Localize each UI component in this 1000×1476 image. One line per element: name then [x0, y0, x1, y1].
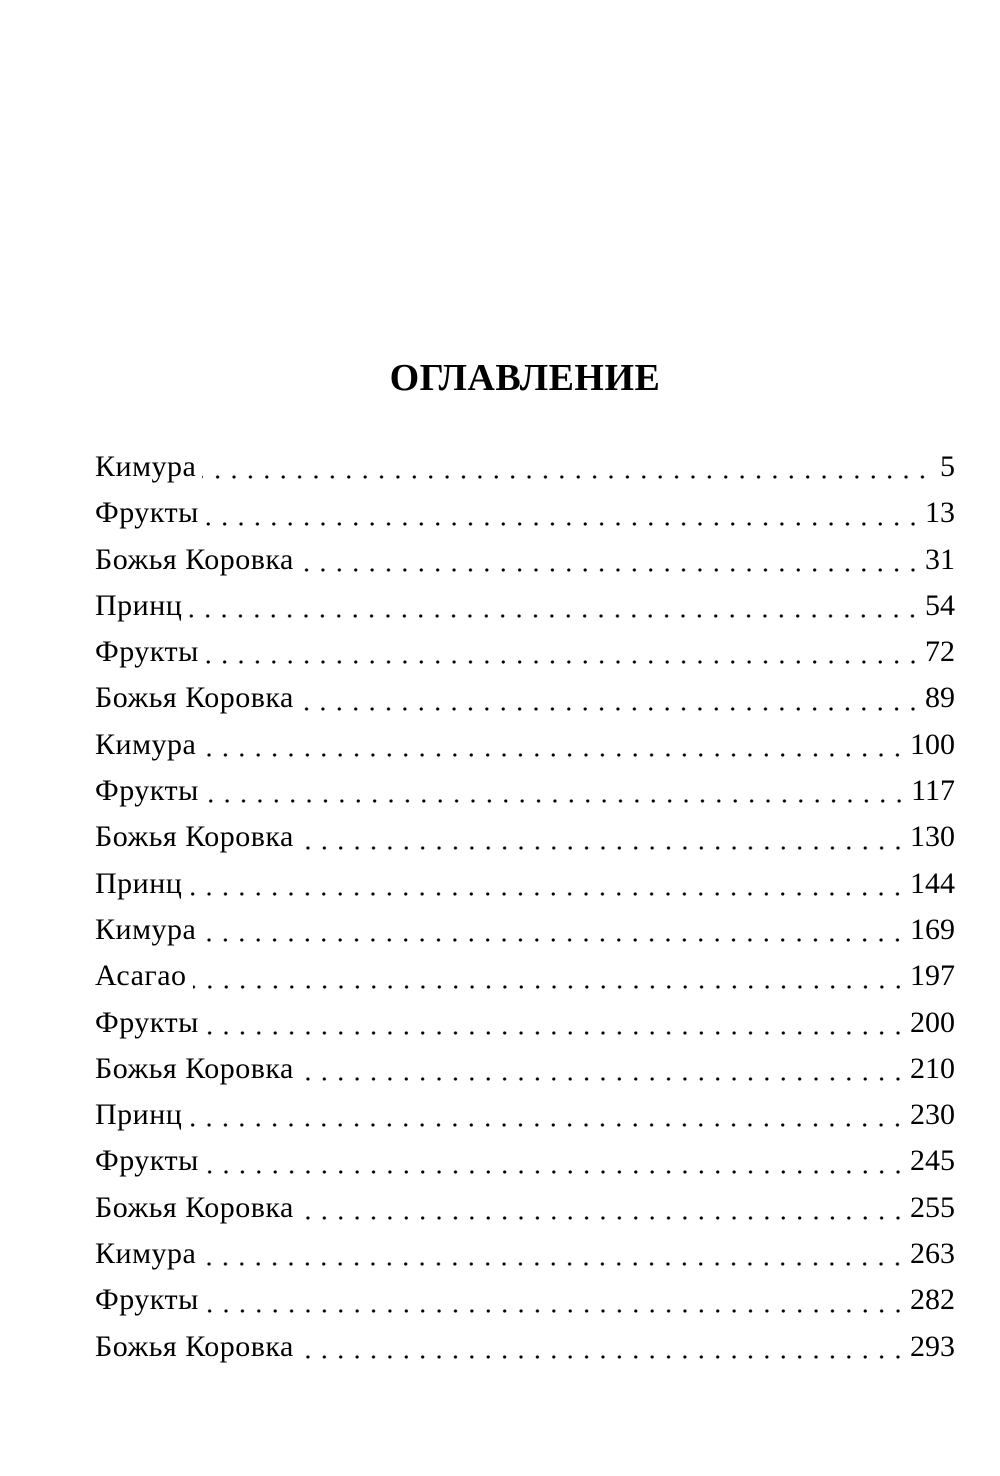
- toc-entry-page: 282: [910, 1283, 955, 1317]
- toc-entry-page: 130: [910, 820, 955, 854]
- dot-leader: [202, 913, 906, 943]
- toc-entry: [95, 1324, 955, 1370]
- toc-entry-title: Божья Коровка: [95, 542, 294, 576]
- toc-entry-title: Принц: [95, 588, 183, 622]
- toc-entry-title: Принц: [95, 866, 183, 900]
- dot-leader: [300, 821, 906, 851]
- toc-entry: [95, 1277, 955, 1323]
- dot-leader: [202, 1237, 906, 1267]
- toc-entry: [95, 1092, 955, 1138]
- toc-entry-title: Кимура: [95, 1237, 197, 1271]
- toc-entry-page: 210: [910, 1051, 955, 1085]
- toc-entry-page: 263: [910, 1237, 955, 1271]
- dot-leader: [202, 728, 906, 758]
- dot-leader: [188, 867, 906, 897]
- dot-leader: [300, 682, 921, 712]
- dot-leader: [188, 1098, 906, 1128]
- toc-entry-title: Божья Коровка: [95, 1051, 294, 1085]
- toc-entry: [95, 768, 955, 814]
- toc-entry: [95, 1185, 955, 1231]
- toc-entry-title: Асагао: [95, 959, 187, 993]
- page-title: ОГЛАВЛЕНИЕ: [389, 357, 661, 399]
- toc-entry: [95, 1231, 955, 1277]
- dot-leader: [205, 774, 907, 804]
- toc-entry-page: 230: [910, 1098, 955, 1132]
- dot-leader: [300, 1052, 906, 1082]
- toc-entry: [95, 675, 955, 721]
- toc-entry-title: Кимура: [95, 727, 197, 761]
- toc-entry-title: Кимура: [95, 450, 197, 483]
- dot-leader: [202, 450, 931, 480]
- toc-entry: [95, 722, 955, 768]
- toc-entry-title: Фрукты: [95, 1283, 199, 1317]
- toc-entry-page: 169: [910, 912, 955, 946]
- toc-entry-page: 5: [940, 450, 955, 483]
- toc-entry: [95, 490, 955, 536]
- toc-entry-page: 200: [910, 1005, 955, 1039]
- dot-leader: [205, 497, 921, 527]
- toc-entry: [95, 1138, 955, 1184]
- toc-entry-page: 13: [925, 496, 955, 530]
- dot-leader: [205, 1284, 906, 1314]
- toc-entry-page: 54: [925, 588, 955, 622]
- dot-leader: [300, 1191, 906, 1221]
- dot-leader: [193, 960, 906, 990]
- toc-entry-title: Фрукты: [95, 1005, 199, 1039]
- dot-leader: [205, 1006, 906, 1036]
- toc-entry-title: Божья Коровка: [95, 1329, 294, 1363]
- toc-entry: [95, 629, 955, 675]
- toc-entry-page: 293: [910, 1329, 955, 1363]
- toc-entry-title: Фрукты: [95, 774, 199, 808]
- toc-entry: [95, 583, 955, 629]
- table-of-contents: [95, 444, 955, 1370]
- toc-entry-title: Божья Коровка: [95, 1190, 294, 1224]
- toc-entry: [95, 814, 955, 860]
- toc-entry-page: 255: [910, 1190, 955, 1224]
- toc-entry: [95, 1000, 955, 1046]
- toc-entry-page: 117: [911, 774, 955, 808]
- toc-entry-page: 144: [910, 866, 955, 900]
- toc-entry-title: Фрукты: [95, 635, 199, 669]
- toc-entry-page: 100: [910, 727, 955, 761]
- dot-leader: [205, 1145, 906, 1175]
- toc-entry: [95, 907, 955, 953]
- dot-leader: [300, 1330, 906, 1360]
- toc-entry-page: 89: [925, 681, 955, 715]
- toc-entry-page: 72: [925, 635, 955, 669]
- toc-entry-page: 245: [910, 1144, 955, 1178]
- toc-entry-title: Божья Коровка: [95, 681, 294, 715]
- toc-entry-title: Кимура: [95, 912, 197, 946]
- dot-leader: [205, 635, 921, 665]
- toc-entry-title: Фрукты: [95, 1144, 199, 1178]
- toc-entry: [95, 953, 955, 999]
- dot-leader: [300, 543, 921, 573]
- toc-entry-title: Божья Коровка: [95, 820, 294, 854]
- dot-leader: [188, 589, 921, 619]
- toc-entry: [95, 444, 955, 490]
- toc-entry-page: 197: [910, 959, 955, 993]
- toc-entry: [95, 861, 955, 907]
- toc-entry-title: Фрукты: [95, 496, 199, 530]
- toc-entry: [95, 537, 955, 583]
- toc-entry-page: 31: [925, 542, 955, 576]
- toc-entry: [95, 1046, 955, 1092]
- toc-entry-title: Принц: [95, 1098, 183, 1132]
